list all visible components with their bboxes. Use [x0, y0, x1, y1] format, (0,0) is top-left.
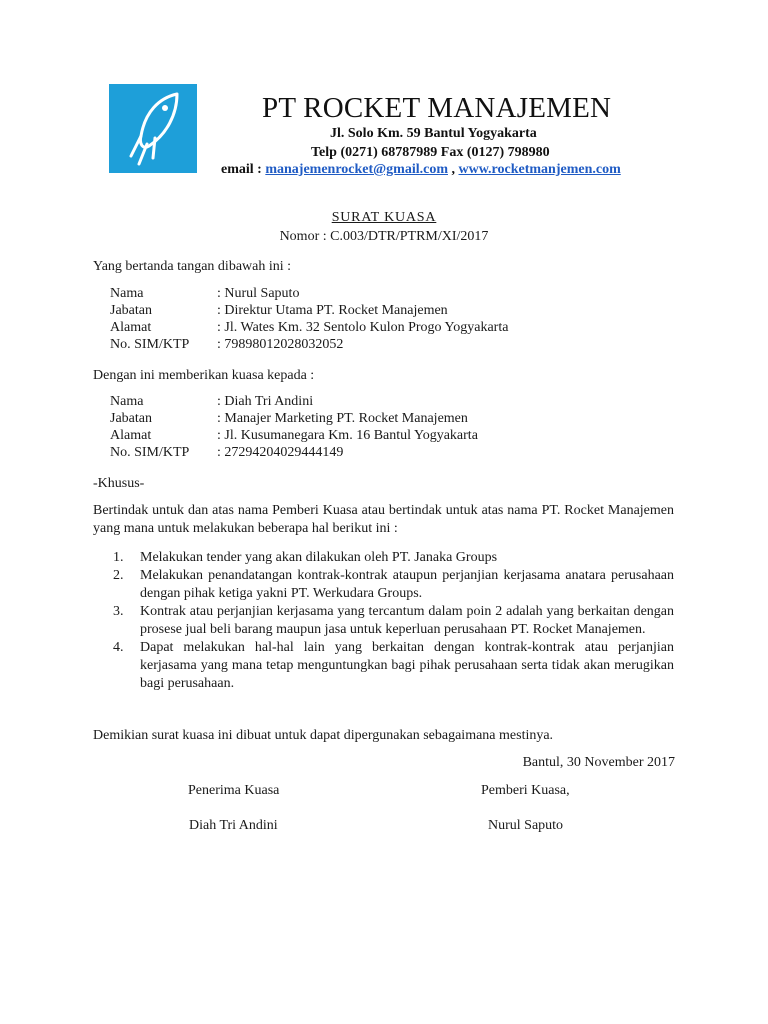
field-label: No. SIM/KTP — [110, 445, 190, 460]
company-phone: Telp (0271) 68787989 Fax (0127) 798980 — [311, 145, 550, 160]
field-value: : 79898012028032052 — [217, 337, 344, 352]
grantor-row — [110, 319, 508, 336]
grantee-row — [110, 393, 478, 410]
rocket-fish-icon — [109, 84, 197, 173]
list-item — [113, 639, 674, 693]
list-number: 2. — [113, 568, 124, 583]
grantee-row — [110, 444, 478, 461]
letter-number: Nomor : C.003/DTR/PTRM/XI/2017 — [279, 229, 489, 244]
grantee-row — [110, 410, 478, 427]
list-item — [113, 603, 674, 639]
grantor-details — [110, 285, 508, 353]
grant-intro-text: Dengan ini memberikan kuasa kepada : — [93, 368, 315, 383]
receiver-label: Penerima Kuasa — [188, 783, 280, 798]
field-value: : Manajer Marketing PT. Rocket Manajemen — [217, 411, 468, 426]
grantee-details — [110, 393, 478, 461]
field-label: Nama — [110, 286, 144, 301]
company-contact-line — [221, 162, 621, 178]
company-address: Jl. Solo Km. 59 Bantul Yogyakarta — [330, 126, 537, 141]
contact-separator: , — [451, 162, 455, 177]
list-item — [113, 549, 674, 567]
list-number: 4. — [113, 640, 124, 655]
website-link[interactable]: www.rocketmanjemen.com — [458, 162, 621, 177]
field-value: : 27294204029444149 — [217, 445, 344, 460]
list-text: Dapat melakukan hal-hal lain yang berkaitan dengan kontrak-kontrak atau perjanjian kerjasama yang mana tetap menguntungkan bagi pihak perusahaan serta tidak akan merugikan bagi perusahaan. — [140, 640, 674, 691]
field-label: Jabatan — [110, 411, 152, 426]
list-text: Melakukan penandatangan kontrak-kontrak ataupun perjanjian kerjasama anatara perusahaan dengan pihak ketiga yakni PT. Werkudara Groups. — [140, 568, 674, 601]
grantor-row — [110, 285, 508, 302]
email-label: email : — [221, 162, 262, 177]
field-label: Alamat — [110, 428, 152, 443]
body-paragraph: Bertindak untuk dan atas nama Pemberi Kuasa atau bertindak untuk atas nama PT. Rocket Manajemen yang mana untuk melakukan beberapa hal berikut ini : — [93, 503, 674, 536]
giver-name: Nurul Saputo — [488, 818, 564, 833]
field-value: : Nurul Saputo — [217, 286, 300, 301]
giver-label: Pemberi Kuasa, — [481, 783, 570, 798]
list-text: Melakukan tender yang akan dilakukan oleh PT. Janaka Groups — [140, 550, 498, 565]
field-label: No. SIM/KTP — [110, 337, 190, 352]
closing-text: Demikian surat kuasa ini dibuat untuk dapat dipergunakan sebagaimana mestinya. — [93, 728, 554, 743]
field-value: : Jl. Wates Km. 32 Sentolo Kulon Progo Yogyakarta — [217, 320, 509, 335]
field-value: : Direktur Utama PT. Rocket Manajemen — [217, 303, 448, 318]
grantee-row — [110, 427, 478, 444]
grantor-row — [110, 302, 508, 319]
list-item — [113, 567, 674, 603]
field-label: Jabatan — [110, 303, 152, 318]
field-label: Nama — [110, 394, 144, 409]
intro-text: Yang bertanda tangan dibawah ini : — [93, 259, 292, 274]
field-label: Alamat — [110, 320, 152, 335]
list-number: 3. — [113, 604, 124, 619]
company-name: PT ROCKET MANAJEMEN — [262, 92, 612, 124]
place-date: Bantul, 30 November 2017 — [522, 755, 675, 770]
grantor-row — [110, 336, 508, 353]
list-number: 1. — [113, 550, 124, 565]
company-logo — [109, 84, 197, 173]
list-text: Kontrak atau perjanjian kerjasama yang tercantum dalam poin 2 adalah yang berkaitan dengan prosese jual beli barang maupun jasa untuk keperluan perusahaan PT. Rocket Manajemen. — [140, 604, 674, 637]
field-value: : Diah Tri Andini — [217, 394, 314, 409]
special-marker: -Khusus- — [93, 476, 145, 491]
field-value: : Jl. Kusumanegara Km. 16 Bantul Yogyakarta — [217, 428, 478, 443]
authority-list — [113, 549, 674, 693]
letter-title: SURAT KUASA — [331, 210, 437, 225]
receiver-name: Diah Tri Andini — [189, 818, 278, 833]
email-link[interactable]: manajemenrocket@gmail.com — [265, 162, 448, 177]
